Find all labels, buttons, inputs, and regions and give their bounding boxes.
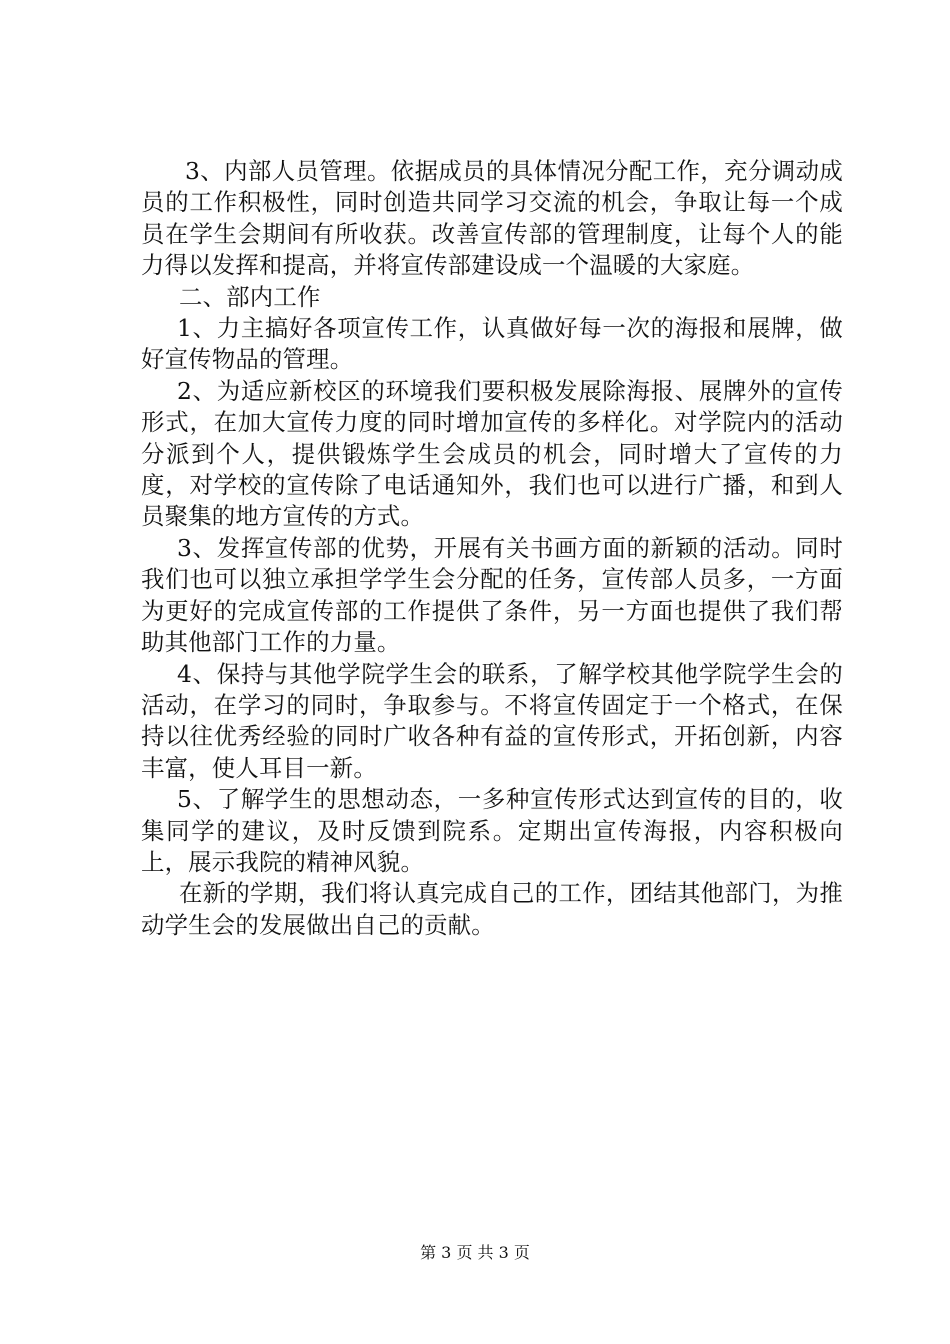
document-body — [141, 156, 843, 941]
section-heading-internal-work: 二、部内工作 — [179, 282, 321, 311]
paragraph-item-1: 1、力主搞好各项宣传工作，认真做好每一次的海报和展牌，做好宣传物品的管理。 — [141, 314, 843, 374]
paragraph-item-5: 5、了解学生的思想动态，一多种宣传形式达到宣传的目的，收集同学的建议，及时反馈到院系。定期出宣传海报，内容积极向上，展示我院的精神风貌。 — [141, 785, 843, 876]
page-number-footer: 第 3 页 共 3 页 — [420, 1243, 530, 1262]
paragraph-item-3: 3、发挥宣传部的优势，开展有关书画方面的新颖的活动。同时我们也可以独立承担学学生会分配的任务，宣传部人员多，一方面为更好的完成宣传部的工作提供了条件，另一方面也提供了我们帮助其他部门工作的力量。 — [141, 533, 843, 657]
paragraph-item-4: 4、保持与其他学院学生会的联系，了解学校其他学院学生会的活动，在学习的同时，争取参与。不将宣传固定于一个格式，在保持以往优秀经验的同时广收各种有益的宣传形式，开拓创新，内容丰富，使人耳目一新。 — [141, 659, 843, 782]
paragraph-closing: 在新的学期，我们将认真完成自己的工作，团结其他部门，为推动学生会的发展做出自己的贡献。 — [141, 879, 843, 939]
paragraph-staff-management: 3、内部人员管理。依据成员的具体情况分配工作，充分调动成员的工作积极性，同时创造共同学习交流的机会，争取让每一个成员在学生会期间有所收获。改善宣传部的管理制度，让每个人的能力得以发挥和提高，并将宣传部建设成一个温暖的大家庭。 — [141, 157, 843, 280]
paragraph-item-2: 2、为适应新校区的环境我们要积极发展除海报、展牌外的宣传形式，在加大宣传力度的同时增加宣传的多样化。对学院内的活动分派到个人，提供锻炼学生会成员的机会，同时增大了宣传的力度，对学校的宣传除了电话通知外，我们也可以进行广播，和到人员聚集的地方宣传的方式。 — [141, 376, 843, 531]
